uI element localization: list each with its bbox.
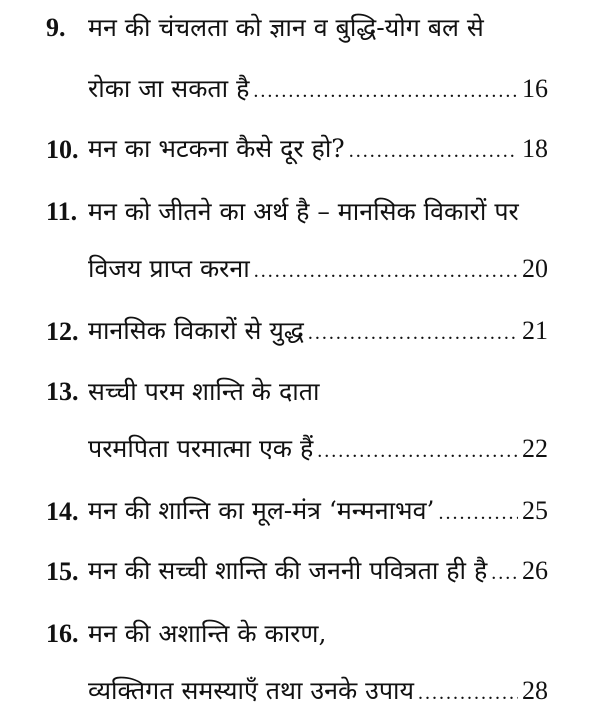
toc-entry-9-cont <box>0 68 600 112</box>
toc-entry-15: 15. मन की सच्ची शान्ति की जननी पवित्रता ही है ..... 26 <box>0 550 600 594</box>
page-number: 26 <box>522 556 548 585</box>
toc-entry-16: 16. मन की अशान्ति के कारण, <box>0 612 600 656</box>
entry-title-cont: व्यक्तिगत समस्याएँ तथा उनके उपाय <box>88 676 415 705</box>
entry-number: 13 <box>46 377 72 406</box>
entry-number: 9 <box>46 13 59 42</box>
entry-title: मन का भटकना कैसे दूर हो? <box>88 134 345 163</box>
toc-entry-16-cont <box>0 670 600 714</box>
dot-leader <box>349 129 518 173</box>
dot-leader <box>438 491 518 535</box>
entry-number: 15 <box>46 557 72 586</box>
toc-entry-10: 10. मन का भटकना कैसे दूर हो? ..... 18 <box>0 128 600 172</box>
entry-number: 10 <box>46 135 72 164</box>
entry-number: 11 <box>46 197 71 226</box>
page-number: 25 <box>522 496 548 525</box>
entry-title: मन को जीतने का अर्थ है – मानसिक विकारों पर <box>88 197 519 226</box>
page-number: 28 <box>522 676 548 705</box>
page-number: 21 <box>522 316 548 345</box>
dot-leader <box>317 429 518 473</box>
toc-entry-14: 14. मन की शान्ति का मूल-मंत्र ‘मन्मनाभव’ ..... 25 <box>0 490 600 534</box>
toc-entry-9: 9. मन की चंचलता को ज्ञान व बुद्धि-योग बल से <box>0 6 600 50</box>
entry-title-cont: रोका जा सकता है <box>88 74 250 103</box>
dot-leader <box>253 69 518 113</box>
page-number: 16 <box>522 74 548 103</box>
entry-title: मन की शान्ति का मूल-मंत्र ‘मन्मनाभव’ <box>88 496 435 525</box>
entry-number: 12 <box>46 317 72 346</box>
toc-entry-11-cont <box>0 248 600 292</box>
toc-entry-13: 13. सच्ची परम शान्ति के दाता <box>0 370 600 414</box>
entry-title: मन की अशान्ति के कारण, <box>88 619 327 648</box>
entry-title: मानसिक विकारों से युद्ध <box>88 316 304 345</box>
toc-entry-13-cont <box>0 428 600 472</box>
dot-leader <box>254 249 518 293</box>
entry-title: मन की चंचलता को ज्ञान व बुद्धि-योग बल से <box>88 13 484 42</box>
dot-leader <box>491 551 518 595</box>
page-number: 22 <box>522 434 548 463</box>
page-number: 20 <box>522 254 548 283</box>
dot-leader <box>308 311 518 355</box>
toc-entry-11: 11. मन को जीतने का अर्थ है – मानसिक विकारों पर <box>0 190 600 234</box>
entry-title: सच्ची परम शान्ति के दाता <box>88 377 320 406</box>
entry-title-cont: परमपिता परमात्मा एक हैं <box>88 434 314 463</box>
entry-title: मन की सच्ची शान्ति की जननी पवित्रता ही है <box>88 556 488 585</box>
entry-number: 14 <box>46 497 72 526</box>
entry-title-cont: विजय प्राप्त करना <box>88 254 250 283</box>
entry-number: 16 <box>46 619 72 648</box>
toc-entry-12: 12. मानसिक विकारों से युद्ध ..... 21 <box>0 310 600 354</box>
dot-leader <box>418 671 518 715</box>
page-number: 18 <box>522 134 548 163</box>
